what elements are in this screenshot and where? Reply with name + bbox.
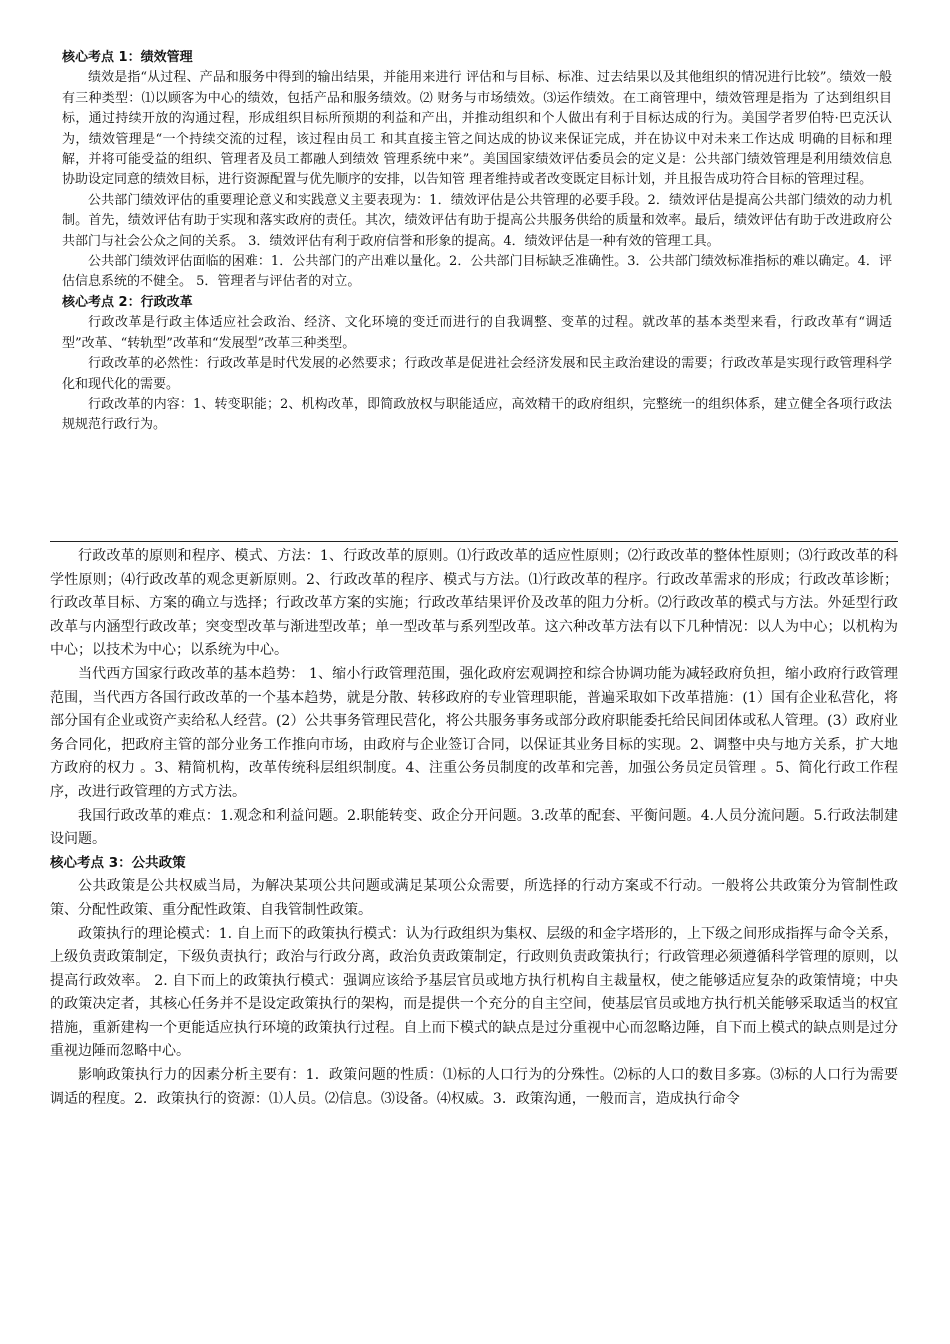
paragraph: 行政改革的必然性：行政改革是时代发展的必然要求；行政改革是促进社会经济发展和民主政治建设的需要；行政改革是实现行政管理科学化和现代化的需要。 — [62, 356, 892, 392]
heading-administrative-reform: 核心考点 2：行政改革 — [62, 294, 193, 310]
paragraph: 行政改革的内容：1、转变职能；2、机构改革，即简政放权与职能适应，高效精干的政府组织，完整统一的组织体系，建立健全各项行政法规规范行政行为。 — [62, 396, 892, 433]
paragraph: 行政改革的原则和程序、模式、方法：1、行政改革的原则。⑴行政改革的适应性原则；⑵行政改革的整体性原则；⑶行政改革的科学性原则；⑷行政改革的观念更新原则。2、行政改革的程序、模式与方法。⑴行政改革的程序。行政改革需求的形成；行政改革诊断；行政改革目标、方案的确立与选择；行政改革方案的实施；行政改革结果评价及改革的阻力分析。⑵行政改革的模式与方法。外延型行政改革与内涵型行政改革；突变型改革与渐进型改革；单一型改革与系列型改革。这六种改革方法有以下几种情况：以人为中心；以机构为中心；以技术为中心；以系统为中心。 — [50, 548, 898, 659]
section-2 — [50, 545, 898, 1111]
paragraph: 我国行政改革的难点：1.观念和利益问题。2.职能转变、政企分开问题。3.改革的配套、平衡问题。4.人员分流问题。5.行政法制建设问题。 — [50, 807, 898, 848]
paragraph: 当代西方国家行政改革的基本趋势： 1、缩小行政管理范围，强化政府宏观调控和综合协调功能为减轻政府负担，缩小政府行政管理范围，当代西方各国行政改革的一个基本趋势，就是分散、转移政府的专业管理职能，普遍采取如下改革措施：(1）国有企业私营化，将部分国有企业或资产卖给私人经营。(2）公共事务管理民营化，将公共服务事务或部分政府职能委托给民间团体或私人管理。(3）政府业务合同化，把政府主管的部分业务工作推向市场，由政府与企业签订合同，以保证其业务目标的实现。2、调整中央与地方关系，扩大地方政府的权力 。3、精简机构，改革传统科层组织制度。4、注重公务员制度的改革和完善，加强公务员定员管理 。5、简化行政工作程序，改进行政管理的方式方法。 — [50, 665, 898, 800]
page-divider — [50, 541, 898, 542]
paragraph: 公共政策是公共权威当局，为解决某项公共问题或满足某项公众需要，所选择的行动方案或不行动。一般将公共政策分为管制性政策、分配性政策、重分配性政策、自我管制性政策。 — [50, 878, 898, 918]
paragraph: 绩效是指“从过程、产品和服务中得到的输出结果，并能用来进行 评估和与目标、标准、过去结果以及其他组织的情况进行比较”。绩效一般有三种类型：⑴以顾客为中心的绩效，包括产品和服务绩效。⑵ 财务与市场绩效。⑶运作绩效。在工商管理中，绩效管理是指为 了达到组织目标，通过持续开放的沟通过程，形成组织目标所预期的利益和产出，并推动组织和个人做出有利于目标达成的行为。美国学者罗伯特·巴克沃认为，绩效管理是“一个持续交流的过程，该过程由员工 和其直接主管之间达成的协议来保证完成，并在协议中对未来工作达成 明确的目标和理解，并将可能受益的组织、管理者及员工都融人到绩效 管理系统中来”。美国国家绩效评估委员会的定义是：公共部门绩效管理是利用绩效信息 协助设定同意的绩效目标，进行资源配置与优先顺序的安排，以告知管 理者维持或者改变既定目标计划，并且报告成功符合目标的管理过程。 — [62, 70, 892, 188]
paragraph: 影响政策执行力的因素分析主要有：1．政策问题的性质：⑴标的人口行为的分殊性。⑵标的人口的数目多寡。⑶标的人口行为需要调适的程度。2．政策执行的资源：⑴人员。⑵信息。⑶设备。⑷权威。3．政策沟通，一般而言，造成执行命令 — [50, 1067, 898, 1107]
heading-public-policy: 核心考点 3：公共政策 — [50, 854, 186, 871]
paragraph: 行政改革是行政主体适应社会政治、经济、文化环境的变迁而进行的自我调整、变革的过程。就改革的基本类型来看，行政改革有“调适型”改革、“转轨型”改革和“发展型”改革三种类型。 — [62, 315, 892, 351]
section-1 — [62, 48, 892, 436]
heading-performance-management: 核心考点 1：绩效管理 — [62, 50, 193, 65]
paragraph: 公共部门绩效评估的重要理论意义和实践意义主要表现为：1．绩效评估是公共管理的必要手段。2．绩效评估是提高公共部门绩效的动力机制。首先，绩效评估有助于实现和落实政府的责任。其次，绩效评估有助于提高公共服务供给的质量和效率。最后，绩效评估有助于改进政府公共部门与社会公众之间的关系。 3．绩效评估有利于政府信誉和形象的提高。4．绩效评估是一种有效的管理工具。 — [62, 192, 892, 249]
paragraph: 政策执行的理论模式：1. 自上而下的政策执行模式：认为行政组织为集权、层级的和金字塔形的，上下级之间形成指挥与命令关系，上级负责政策制定，下级负责执行；政治与行政分离，政治负责政策制定，行政则负责政策执行；行政管理必须遵循科学管理的原则，以提高行政效率。 2. 自下而上的政策执行模式：强调应该给予基层官员或地方执行机构自主裁量权，使之能够适应复杂的政策情境；中央的政策决定者，其核心任务并不是设定政策执行的架构，而是提供一个充分的自主空间，使基层官员或地方执行机关能够采取适当的权宜措施，重新建构一个更能适应执行环境的政策执行过程。自上而下模式的缺点是过分重视中心而忽略边陲，自下而上模式的缺点则是过分重视边陲而忽略中心。 — [50, 925, 898, 1060]
paragraph: 公共部门绩效评估面临的困难：1．公共部门的产出难以量化。2．公共部门目标缺乏准确性。3．公共部门绩效标准指标的难以确定。4．评估信息系统的不健全。 5．管理者与评估者的对立。 — [62, 254, 892, 290]
